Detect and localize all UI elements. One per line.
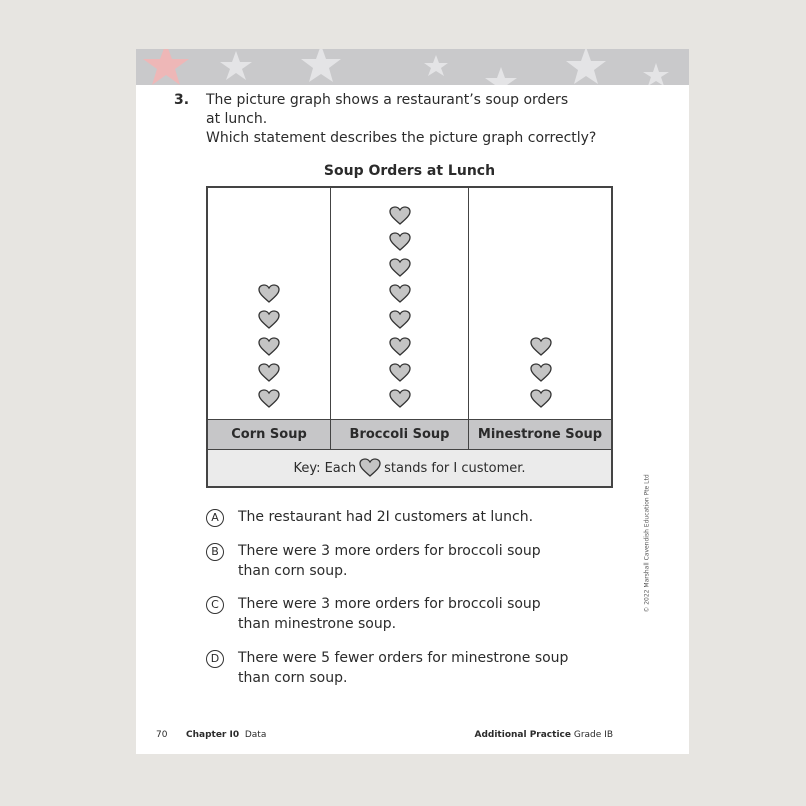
option-line: than minestrone soup.: [238, 616, 397, 632]
book-label: Additional Practice: [474, 730, 571, 740]
heart-icon: [258, 284, 280, 304]
heart-icon: [258, 310, 280, 330]
question-text: [206, 91, 626, 148]
category-label: Minestrone Soup: [468, 420, 611, 449]
chapter-info: [186, 730, 266, 740]
heart-icon: [258, 389, 280, 409]
question-line: at lunch.: [206, 111, 268, 127]
option-line: than corn soup.: [238, 563, 348, 579]
key-suffix: stands for I customer.: [384, 460, 526, 476]
heart-icon: [389, 258, 411, 278]
heart-icon: [530, 337, 552, 357]
option-text: [238, 541, 618, 581]
option-line: There were 3 more orders for broccoli soup: [238, 543, 541, 559]
option-text: [238, 594, 618, 634]
option-letter: D: [206, 650, 224, 668]
option-line: The restaurant had 2I customers at lunch.: [238, 509, 534, 525]
column-minestrone-soup: [468, 188, 613, 419]
copyright-notice: [639, 474, 651, 613]
key-prefix: Key: Each: [293, 460, 357, 476]
option-letter: C: [206, 596, 224, 614]
heart-icon: [530, 389, 552, 409]
question-line: Which statement describes the picture graph correctly?: [206, 130, 597, 146]
heart-icon: [389, 363, 411, 383]
question-number: 3.: [174, 92, 190, 108]
heart-icon: [389, 337, 411, 357]
option-line: There were 5 fewer orders for minestrone soup: [238, 650, 569, 666]
page-number: 70: [156, 730, 168, 740]
option-line: There were 3 more orders for broccoli soup: [238, 596, 541, 612]
chart-title: Soup Orders at Lunch: [323, 163, 496, 179]
heart-icon: [389, 310, 411, 330]
heart-icon: [530, 363, 552, 383]
heart-icon: [389, 284, 411, 304]
star-banner-decoration: [136, 49, 689, 85]
heart-icon: [359, 458, 381, 478]
chapter-label: Chapter I0: [186, 730, 240, 740]
category-label: Corn Soup: [231, 427, 307, 442]
option-letter: B: [206, 543, 224, 561]
category-label: Broccoli Soup: [330, 420, 468, 449]
star-banner: [136, 49, 689, 85]
option-text: [238, 507, 618, 527]
heart-icon: [258, 337, 280, 357]
graph-key: [208, 450, 611, 486]
column-corn-soup: [208, 188, 330, 419]
column-broccoli-soup: [330, 188, 468, 419]
heart-icon: [389, 389, 411, 409]
heart-icon: [389, 206, 411, 226]
heart-icon: [258, 363, 280, 383]
worksheet-page: [136, 49, 689, 754]
category-labels-row: [208, 419, 611, 450]
book-info: [475, 730, 614, 740]
option-letter: A: [206, 509, 224, 527]
picture-graph: [206, 186, 613, 488]
option-line: than corn soup.: [238, 670, 348, 686]
copyright-text: © 2022 Marshall Cavendish Education Pte Ltd: [643, 474, 651, 613]
book-grade: Grade IB: [573, 730, 613, 740]
question-line: The picture graph shows a restaurant’s soup orders: [206, 92, 569, 108]
chapter-topic: Data: [244, 730, 267, 740]
heart-icon: [389, 232, 411, 252]
option-text: [238, 648, 618, 688]
